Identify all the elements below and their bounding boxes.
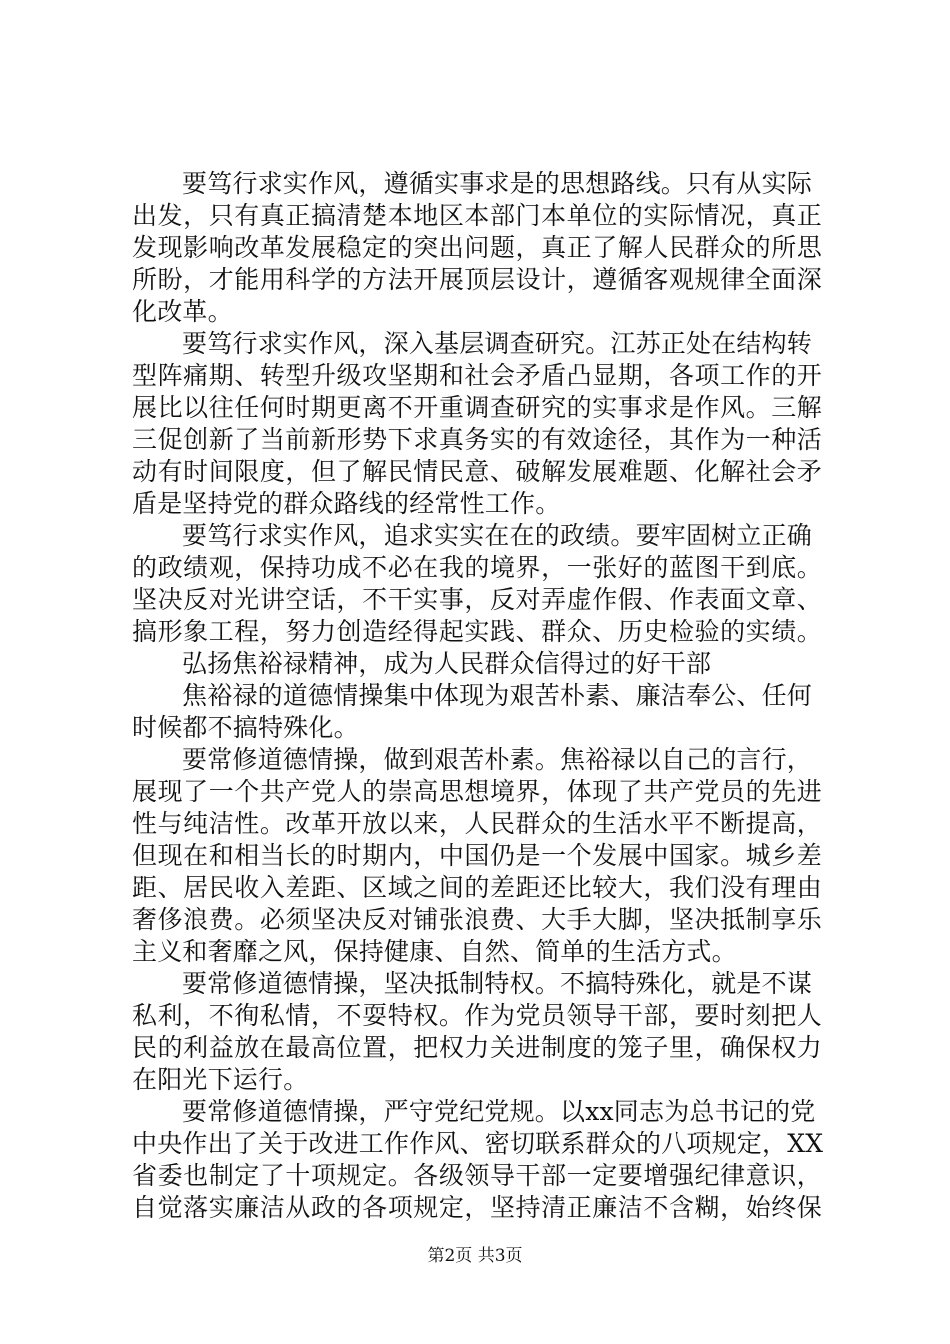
text-line: 省委也制定了十项规定。各级领导干部一定要增强纪律意识， — [132, 1161, 822, 1190]
text-line: 中央作出了关于改进工作作风、密切联系群众的八项规定，XX — [132, 1129, 824, 1158]
text-line: 要笃行求实作风，追求实实在在的政绩。要牢固树立正确 — [182, 521, 813, 550]
text-line: 时候都不搞特殊化。 — [132, 713, 359, 742]
text-line: 主义和奢靡之风，保持健康、自然、简单的生活方式。 — [132, 937, 737, 966]
text-line: 要笃行求实作风，深入基层调查研究。江苏正处在结构转 — [182, 329, 813, 358]
text-line: 展比以往任何时期更离不开重调查研究的实事求是作风。三解 — [132, 393, 822, 422]
text-line: 的政绩观，保持功成不必在我的境界，一张好的蓝图干到底。 — [132, 553, 822, 582]
section-heading: 弘扬焦裕禄精神，成为人民群众信得过的好干部 — [182, 649, 712, 678]
text-line: 坚决反对光讲空话，不干实事，反对弄虚作假、作表面文章、 — [132, 585, 822, 614]
text-line: 自觉落实廉洁从政的各项规定，坚持清正廉洁不含糊，始终保 — [132, 1193, 822, 1222]
text-line: 要笃行求实作风，遵循实事求是的思想路线。只有从实际 — [182, 169, 813, 198]
text-line: 型阵痛期、转型升级攻坚期和社会矛盾凸显期，各项工作的开 — [132, 361, 822, 390]
text-line: 距、居民收入差距、区域之间的差距还比较大，我们没有理由 — [132, 873, 822, 902]
text-line: 性与纯洁性。改革开放以来，人民群众的生活水平不断提高， — [132, 809, 822, 838]
text-line: 民的利益放在最高位置，把权力关进制度的笼子里，确保权力 — [132, 1033, 822, 1062]
text-line: 出发，只有真正搞清楚本地区本部门本单位的实际情况，真正 — [132, 201, 822, 230]
text-line: 私利，不徇私情，不耍特权。作为党员领导干部，要时刻把人 — [132, 1001, 822, 1030]
text-line: 动有时间限度，但了解民情民意、破解发展难题、化解社会矛 — [132, 457, 822, 486]
text-line: 化改革。 — [132, 297, 233, 326]
text-line: 但现在和相当长的时期内，中国仍是一个发展中国家。城乡差 — [132, 841, 822, 870]
text-line: 要常修道德情操，严守党纪党规。以xx同志为总书记的党 — [182, 1097, 816, 1126]
text-line: 发现影响改革发展稳定的突出问题，真正了解人民群众的所思 — [132, 233, 822, 262]
text-line: 搞形象工程，努力创造经得起实践、群众、历史检验的实绩。 — [132, 617, 822, 646]
text-line: 要常修道德情操，坚决抵制特权。不搞特殊化，就是不谋 — [182, 969, 813, 998]
text-line: 奢侈浪费。必须坚决反对铺张浪费、大手大脚，坚决抵制享乐 — [132, 905, 822, 934]
text-line: 在阳光下运行。 — [132, 1065, 309, 1094]
text-line: 三促创新了当前新形势下求真务实的有效途径，其作为一种活 — [132, 425, 822, 454]
text-line: 盾是坚持党的群众路线的经常性工作。 — [132, 489, 561, 518]
text-line: 要常修道德情操，做到艰苦朴素。焦裕禄以自己的言行， — [182, 745, 813, 774]
text-line: 所盼，才能用科学的方法开展顶层设计，遵循客观规律全面深 — [132, 265, 822, 294]
text-line: 焦裕禄的道德情操集中体现为艰苦朴素、廉洁奉公、任何 — [182, 681, 813, 710]
page-number-footer: 第2页 共3页 — [427, 1246, 523, 1266]
text-line: 展现了一个共产党人的崇高思想境界，体现了共产党员的先进 — [132, 777, 822, 806]
